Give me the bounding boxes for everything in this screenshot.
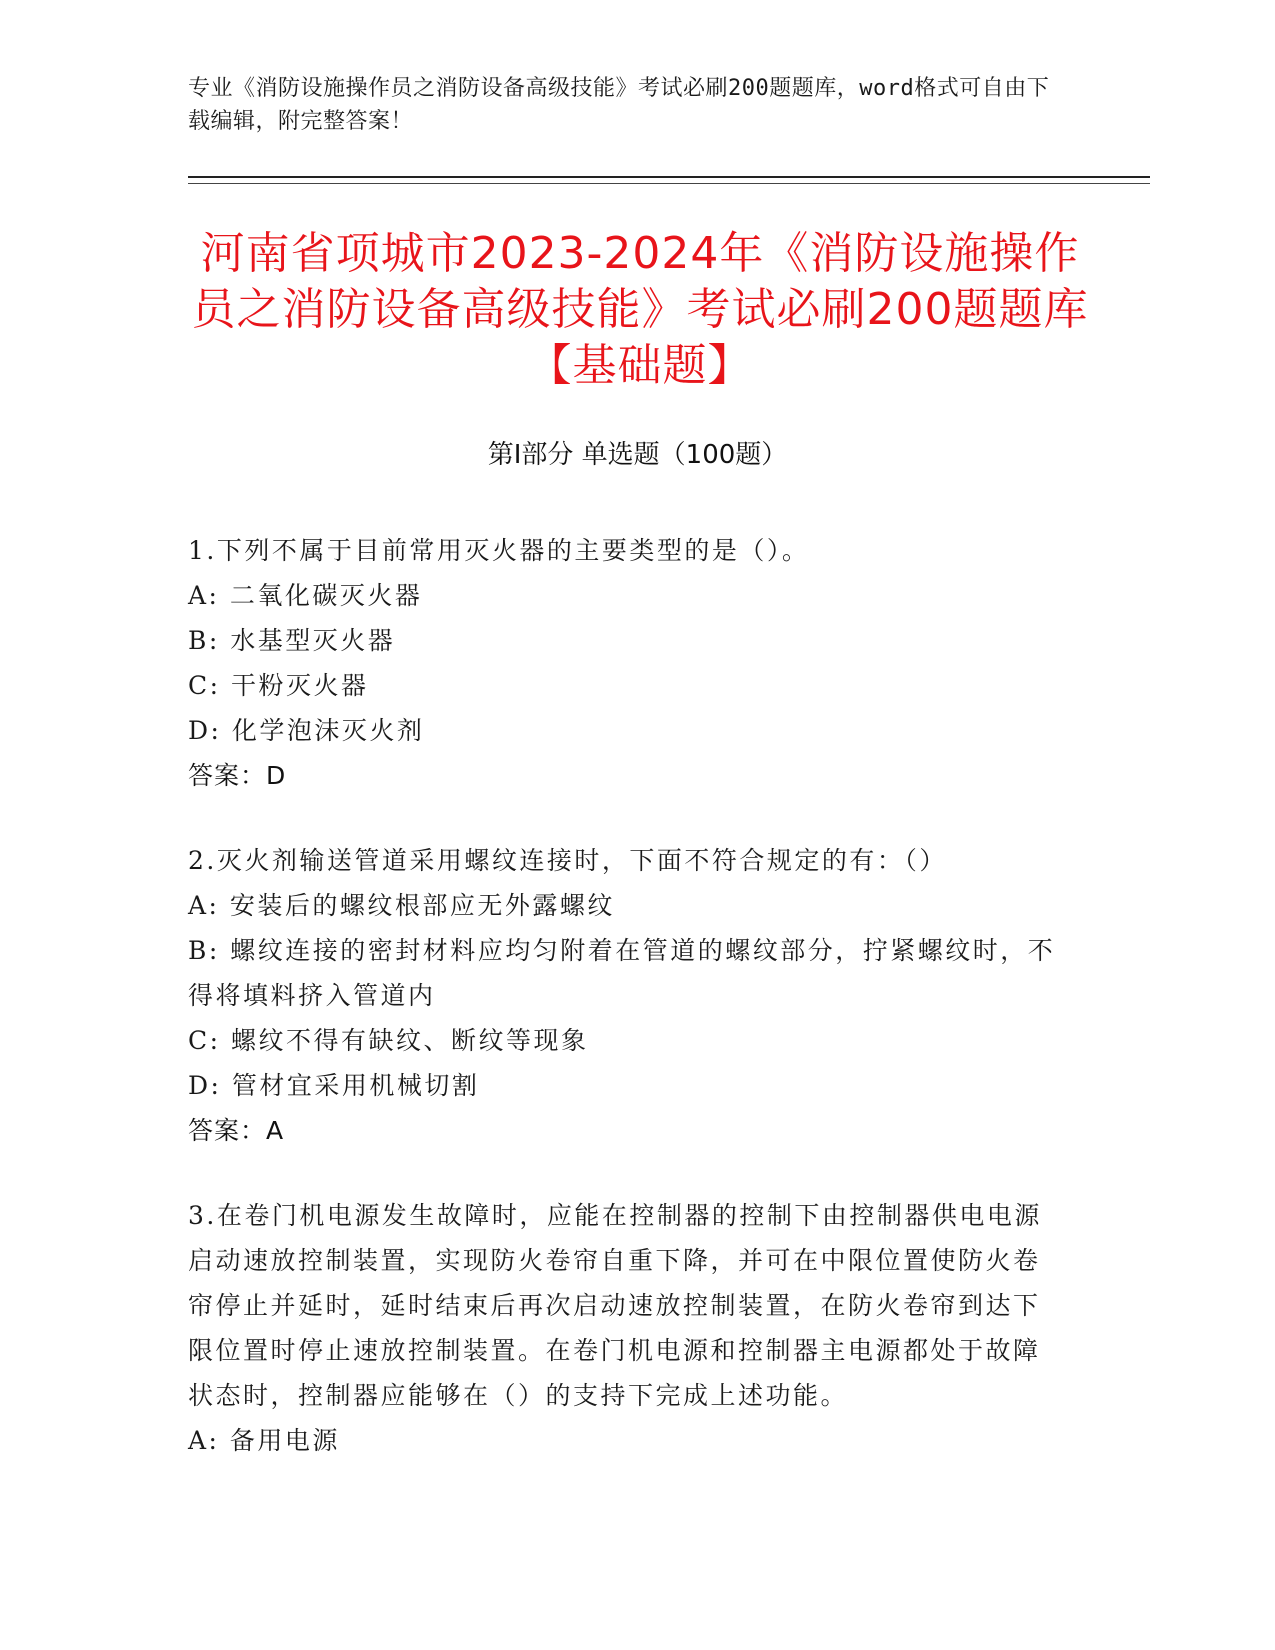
header-divider-thick <box>188 176 1150 178</box>
header-note: 专业《消防设施操作员之消防设备高级技能》考试必刷200题题库，word格式可自由下载编辑，附完整答案！ <box>188 76 1050 134</box>
question-text: 1.下列不属于目前常用灭火器的主要类型的是（）。 <box>188 536 810 565</box>
option-d: D: 管材宜采用机械切割 <box>188 1071 480 1100</box>
option-a: A: 备用电源 <box>188 1426 340 1455</box>
option-a: A: 二氧化碳灭火器 <box>188 581 423 610</box>
question-text: 3.在卷门机电源发生故障时，应能在控制器的控制下由控制器供电电源启动速放控制装置，实现防火卷帘自重下降，并可在中限位置使防火卷帘停止并延时，延时结束后再次启动速放控制装置，在防火卷帘到达下限位置时停止速放控制装置。在卷门机电源和控制器主电源都处于故障状态时，控制器应能够在（）的支持下完成上述功能。 <box>188 1201 1042 1410</box>
option-c: C: 干粉灭火器 <box>188 671 369 700</box>
option-b: B: 螺纹连接的密封材料应均匀附着在管道的螺纹部分，拧紧螺纹时，不得将填料挤入管道内 <box>188 936 1056 1010</box>
question-list <box>188 528 1058 1503</box>
section-heading: 第I部分 单选题（100题） <box>487 440 788 470</box>
document-title: 河南省项城市2023-2024年《消防设施操作员之消防设备高级技能》考试必刷200题题库【基础题】 <box>191 228 1089 391</box>
question-3 <box>188 1193 1058 1463</box>
option-a: A: 安装后的螺纹根部应无外露螺纹 <box>188 891 615 920</box>
question-1 <box>188 528 1058 798</box>
answer: 答案：A <box>188 1116 285 1145</box>
header-divider-thin <box>188 183 1150 184</box>
option-b: B: 水基型灭火器 <box>188 626 396 655</box>
question-2 <box>188 838 1058 1153</box>
question-text: 2.灭火剂输送管道采用螺纹连接时，下面不符合规定的有：（） <box>188 846 947 875</box>
option-d: D: 化学泡沫灭火剂 <box>188 716 425 745</box>
option-c: C: 螺纹不得有缺纹、断纹等现象 <box>188 1026 589 1055</box>
answer: 答案：D <box>188 761 287 790</box>
